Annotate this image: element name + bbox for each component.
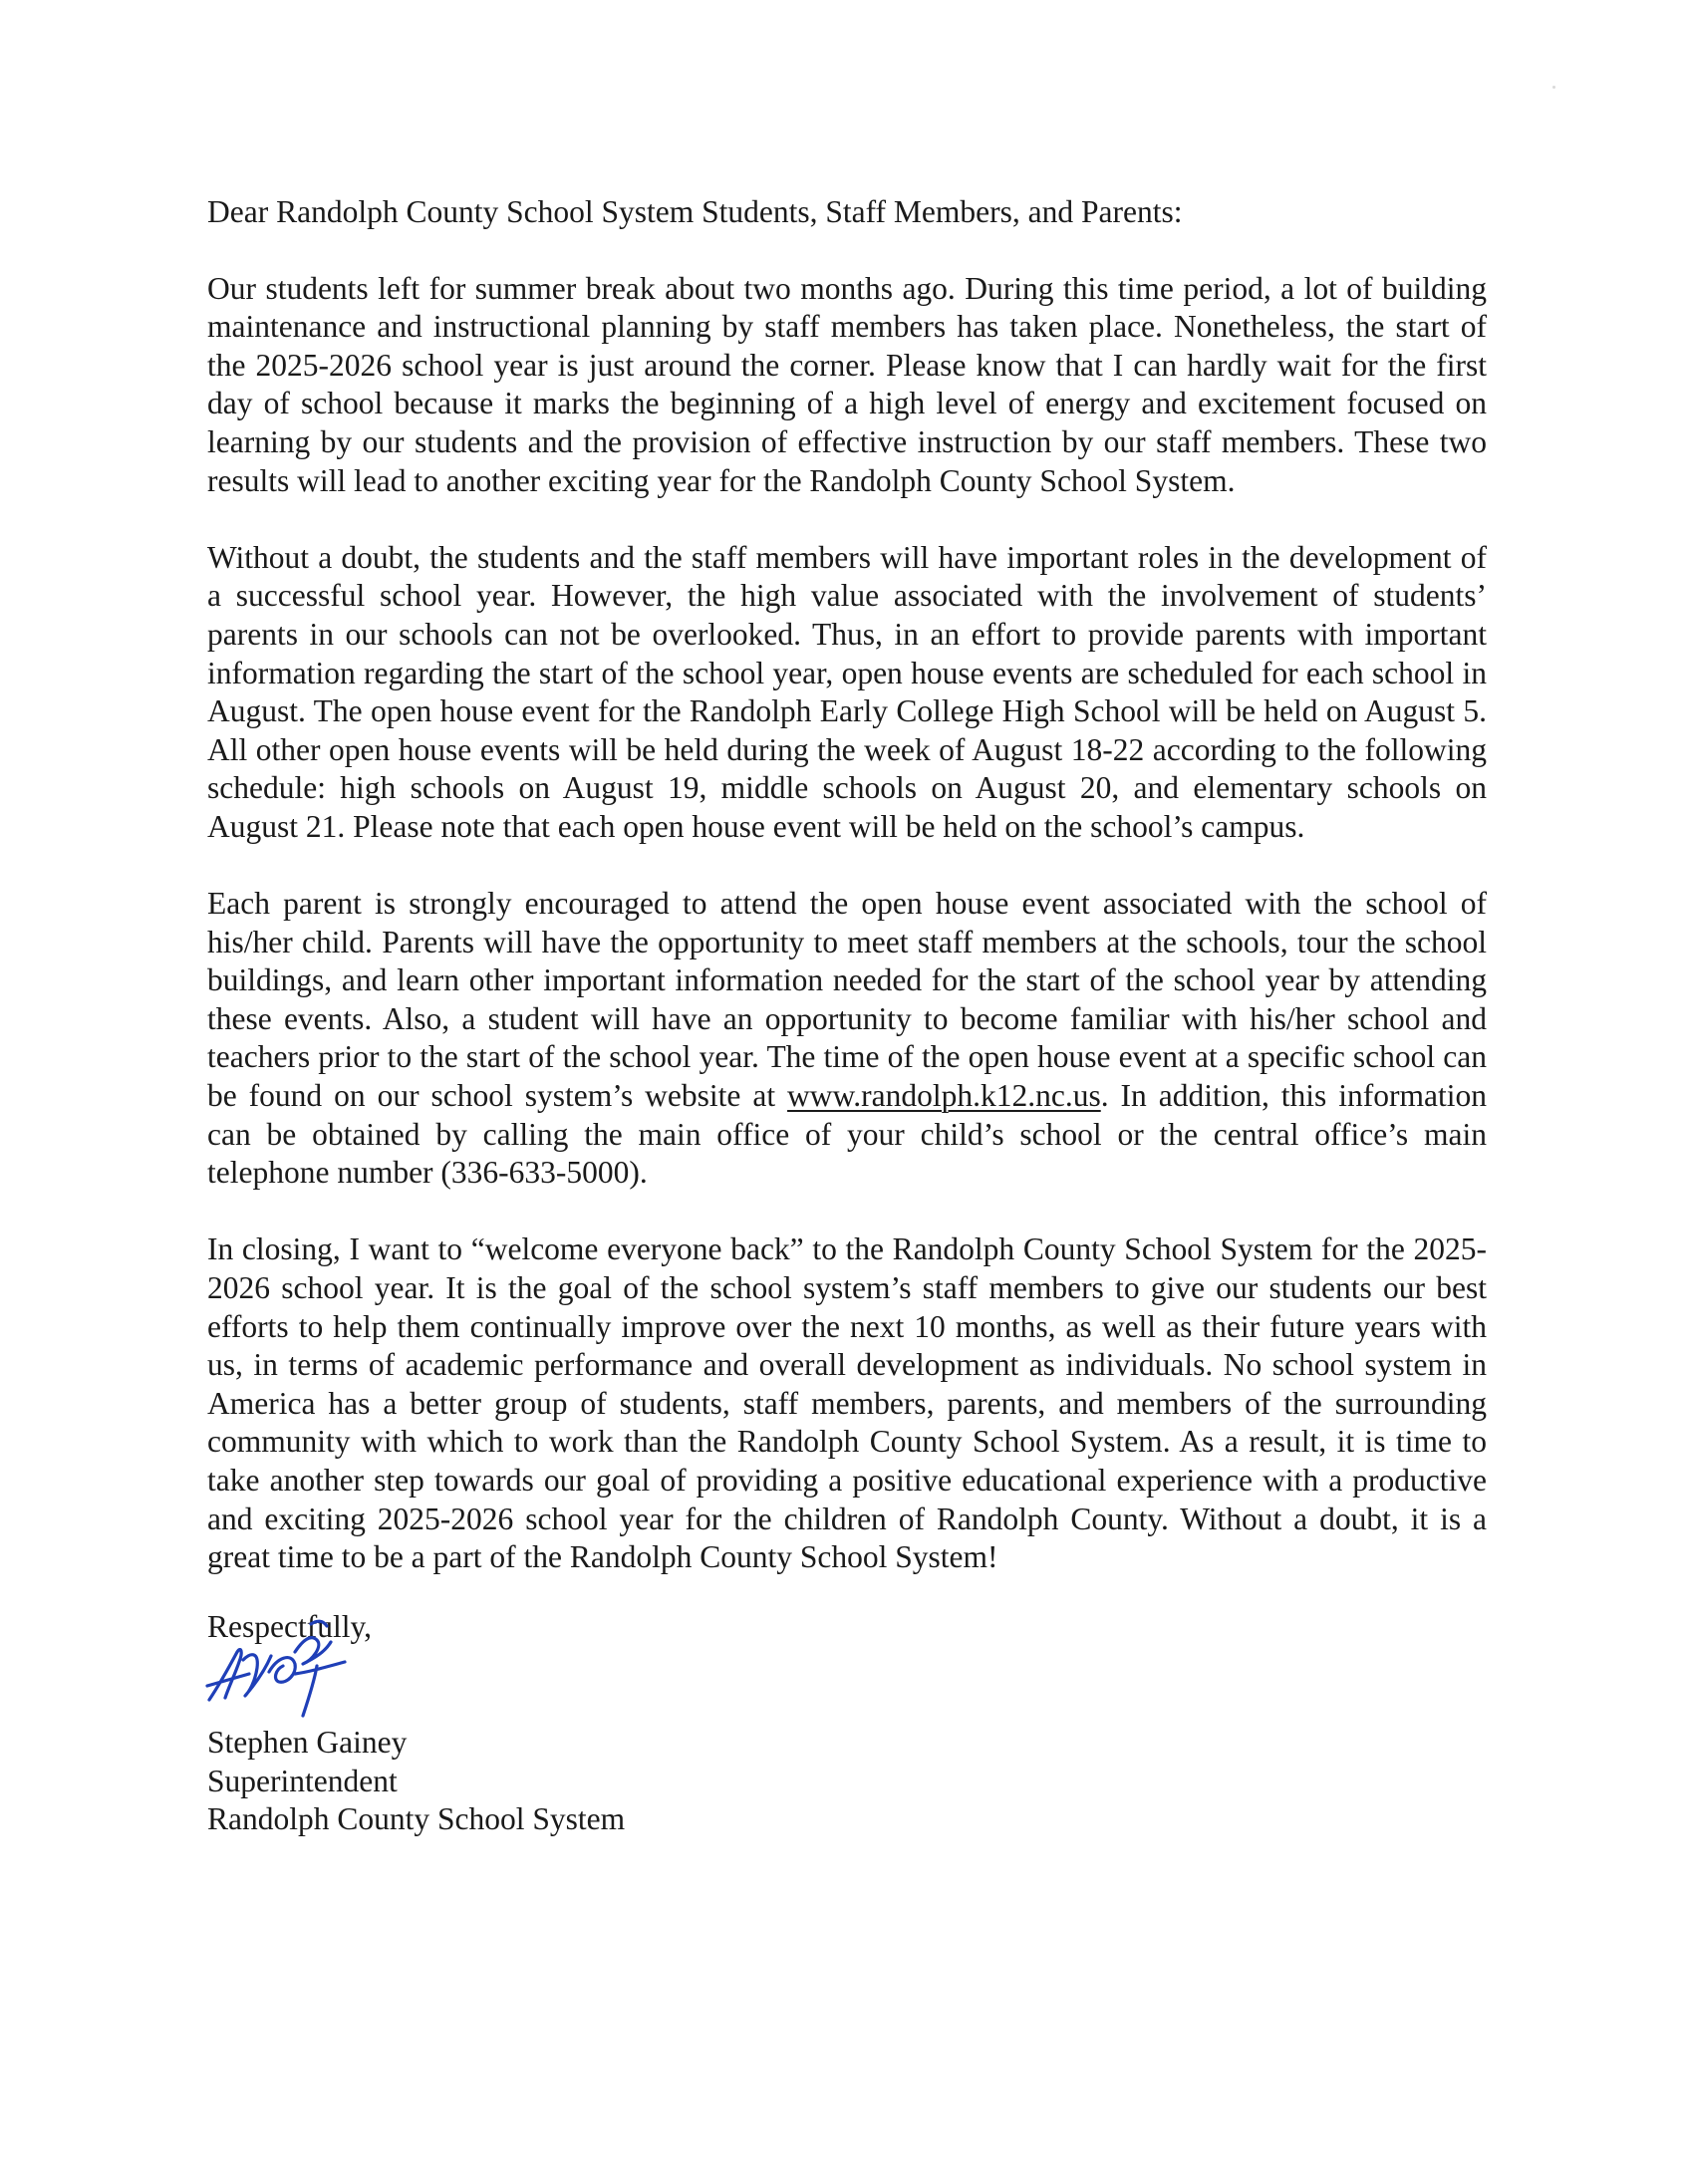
- paragraph-1: Our students left for summer break about two months ago. During this time period, a lot of building maintenance and instructional planning by staff members has taken place. Nonetheless, the start of the 2025-2026 school year is just around the corner. Please know that I can hardly wait for the first day of school because it marks the beginning of a high level of energy and excitement focused on learning by our students and the provision of effective instruction by our staff members. These two results will lead to another exciting year for the Randolph County School System.: [207, 270, 1487, 498]
- letter-body: [207, 193, 1487, 1615]
- paragraph-3: [207, 885, 1487, 1193]
- website-link[interactable]: www.randolph.k12.nc.us: [787, 1078, 1101, 1114]
- signer-organization: Randolph County School System: [207, 1801, 626, 1837]
- handwritten-signature: [199, 1612, 369, 1722]
- paragraph-3-text-before-link: Each parent is strongly encouraged to attend the open house event associated with the school of his/her child. Parents will have the opportunity to meet staff members at the schools, tour the school buildings, and learn other important information needed for the start of the school year by attending these events. Also, a student will have an opportunity to become familiar with his/her school and teachers prior to the start of the school year. The time of the open house event at a specific school can be found on our school system’s website at: [207, 886, 1487, 1114]
- signature-block: [207, 1724, 625, 1839]
- signer-title: Superintendent: [207, 1763, 398, 1798]
- closing: Respectfully,: [207, 1609, 373, 1644]
- scan-speck: [1552, 86, 1555, 89]
- salutation: Dear Randolph County School System Students, Staff Members, and Parents:: [207, 194, 1183, 229]
- paragraph-2: Without a doubt, the students and the staff members will have important roles in the development of a successful school year. However, the high value associated with the involvement of students’ parents in our schools can not be overlooked. Thus, in an effort to provide parents with important information regarding the start of the school year, open house events are scheduled for each school in August. The open house event for the Randolph Early College High School will be held on August 5. All other open house events will be held during the week of August 18-22 according to the following schedule: high schools on August 19, middle schools on August 20, and elementary schools on August 21. Please note that each open house event will be held on the school’s campus.: [207, 539, 1487, 844]
- signer-name: Stephen Gainey: [207, 1725, 408, 1760]
- paragraph-3-text-after-link: . In addition, this information can be obtained by calling the main office of your child’s school or the central office’s main telephone number (336-633-5000).: [207, 1078, 1487, 1191]
- paragraph-4: In closing, I want to “welcome everyone back” to the Randolph County School System for the 2025-2026 school year. It is the goal of the school system’s staff members to give our students our best efforts to help them continually improve over the next 10 months, as well as their future years with us, in terms of academic performance and overall development as individuals. No school system in America has a better group of students, staff members, parents, and members of the surrounding community with which to work than the Randolph County School System. As a result, it is time to take another step towards our goal of providing a positive educational experience with a productive and exciting 2025-2026 school year for the children of Randolph County. Without a doubt, it is a great time to be a part of the Randolph County School System!: [207, 1231, 1487, 1575]
